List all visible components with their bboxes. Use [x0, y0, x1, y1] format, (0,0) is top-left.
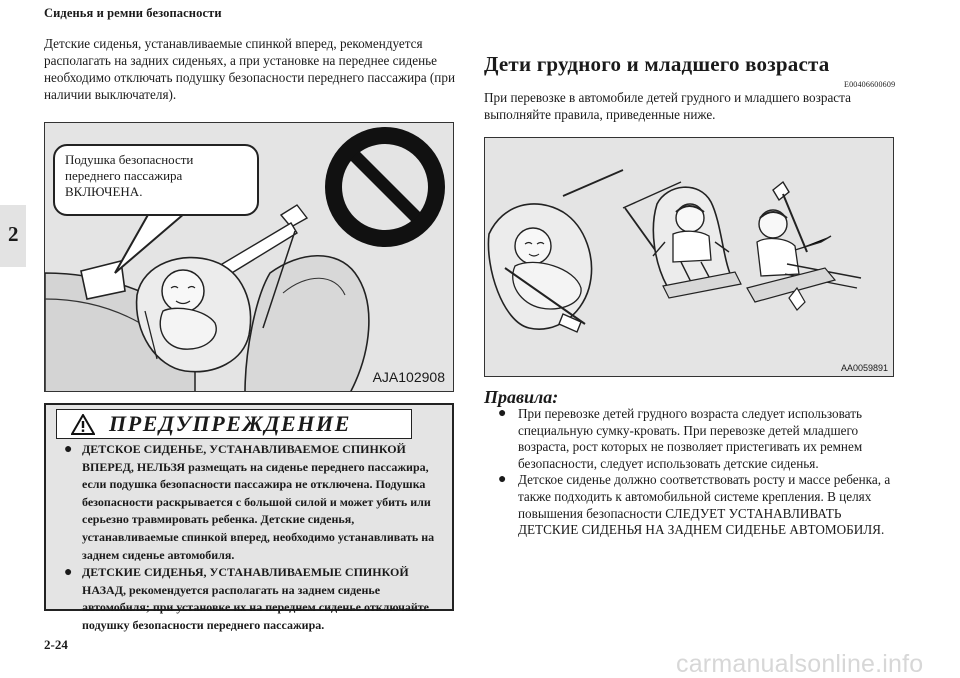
bullet-dot-icon: ● — [64, 565, 73, 581]
chapter-number: 2 — [8, 222, 19, 246]
warning-item — [58, 441, 448, 564]
running-title: Сиденья и ремни безопасности — [44, 6, 222, 20]
watermark-text: carmanualsonline.info — [676, 650, 924, 678]
child-restraint-types-illustration — [484, 137, 894, 377]
warning-box — [44, 403, 454, 632]
section-title: Дети грудного и младшего возраста — [484, 52, 830, 76]
page-number: 2-24 — [44, 637, 68, 652]
section-code: E00406600609 — [844, 80, 896, 89]
warning-item-text: ДЕТСКИЕ СИДЕНЬЯ, УСТАНАВЛИВАЕМЫЕ СПИНКОЙ НАЗАД, рекомендуется располагать на заднем сиденье автомобиля; при установке их на переднем сиденье отключайте подушку безопасности переднего пассажира. — [82, 565, 429, 632]
warning-header — [56, 409, 412, 439]
figure-code: AA0059891 — [840, 363, 888, 373]
figure-code: AJA102908 — [372, 369, 445, 385]
callout-line: ВКЛЮЧЕНА. — [65, 184, 143, 199]
front-seat-airbag-illustration — [44, 122, 454, 392]
rule-item — [492, 406, 902, 472]
bullet-dot-icon: ● — [498, 406, 507, 421]
rules-list — [492, 406, 902, 539]
warning-body — [58, 441, 448, 635]
bullet-dot-icon: ● — [498, 472, 507, 488]
callout-line: переднего пассажира — [65, 168, 183, 183]
warning-item — [58, 564, 448, 634]
rule-item-text: Детское сиденье должно соответствовать росту и массе ребенка, а также подходить к автомобильной системе крепления. В целях повышения безопасности СЛЕДУЕТ УСТАНАВЛИВАТЬ ДЕТСКИЕ СИДЕНЬЯ НА ЗАДНЕМ СИДЕНЬЕ АВТОМОБИЛЯ. — [518, 472, 891, 538]
child-restraints-drawing — [485, 138, 894, 377]
bullet-dot-icon: ● — [64, 442, 73, 457]
section-intro-paragraph: При перевозке в автомобиле детей грудного и младшего возраста выполняйте правила, приведенные ниже. — [484, 90, 851, 122]
warning-title: ПРЕДУПРЕЖДЕНИЕ — [109, 411, 351, 436]
warning-triangle-icon — [71, 414, 95, 435]
rules-title: Правила: — [484, 387, 559, 407]
rule-item — [492, 472, 902, 538]
rule-item-text: При перевозке детей грудного возраста следует использовать специальную сумку-кровать. При перевозке детей младшего возраста, рост которых не позволяет пристегивать их ремнем безопасности, следует использовать детские сиденья. — [518, 406, 863, 471]
airbag-status-callout — [53, 144, 259, 216]
warning-item-text: ДЕТСКОЕ СИДЕНЬЕ, УСТАНАВЛИВАЕМОЕ СПИНКОЙ ВПЕРЕД, НЕЛЬЗЯ размещать на сиденье переднего пассажира, если подушка безопасности пассажира не отключена. Подушка безопасности раскрывается с большой силой и может убить или серьезно травмировать ребенка. Детские сиденья, устанавливаемые спинкой вперед, необходимо устанавливать на заднем сиденье автомобиля. — [82, 442, 435, 562]
left-intro-paragraph: Детские сиденья, устанавливаемые спинкой вперед, рекомендуется располагать на задних сиденьях, а при установке на переднее сиденье необходимо отключать подушку безопасности переднего пассажира (при наличии выключателя). — [44, 36, 456, 102]
callout-line: Подушка безопасности — [65, 152, 194, 167]
